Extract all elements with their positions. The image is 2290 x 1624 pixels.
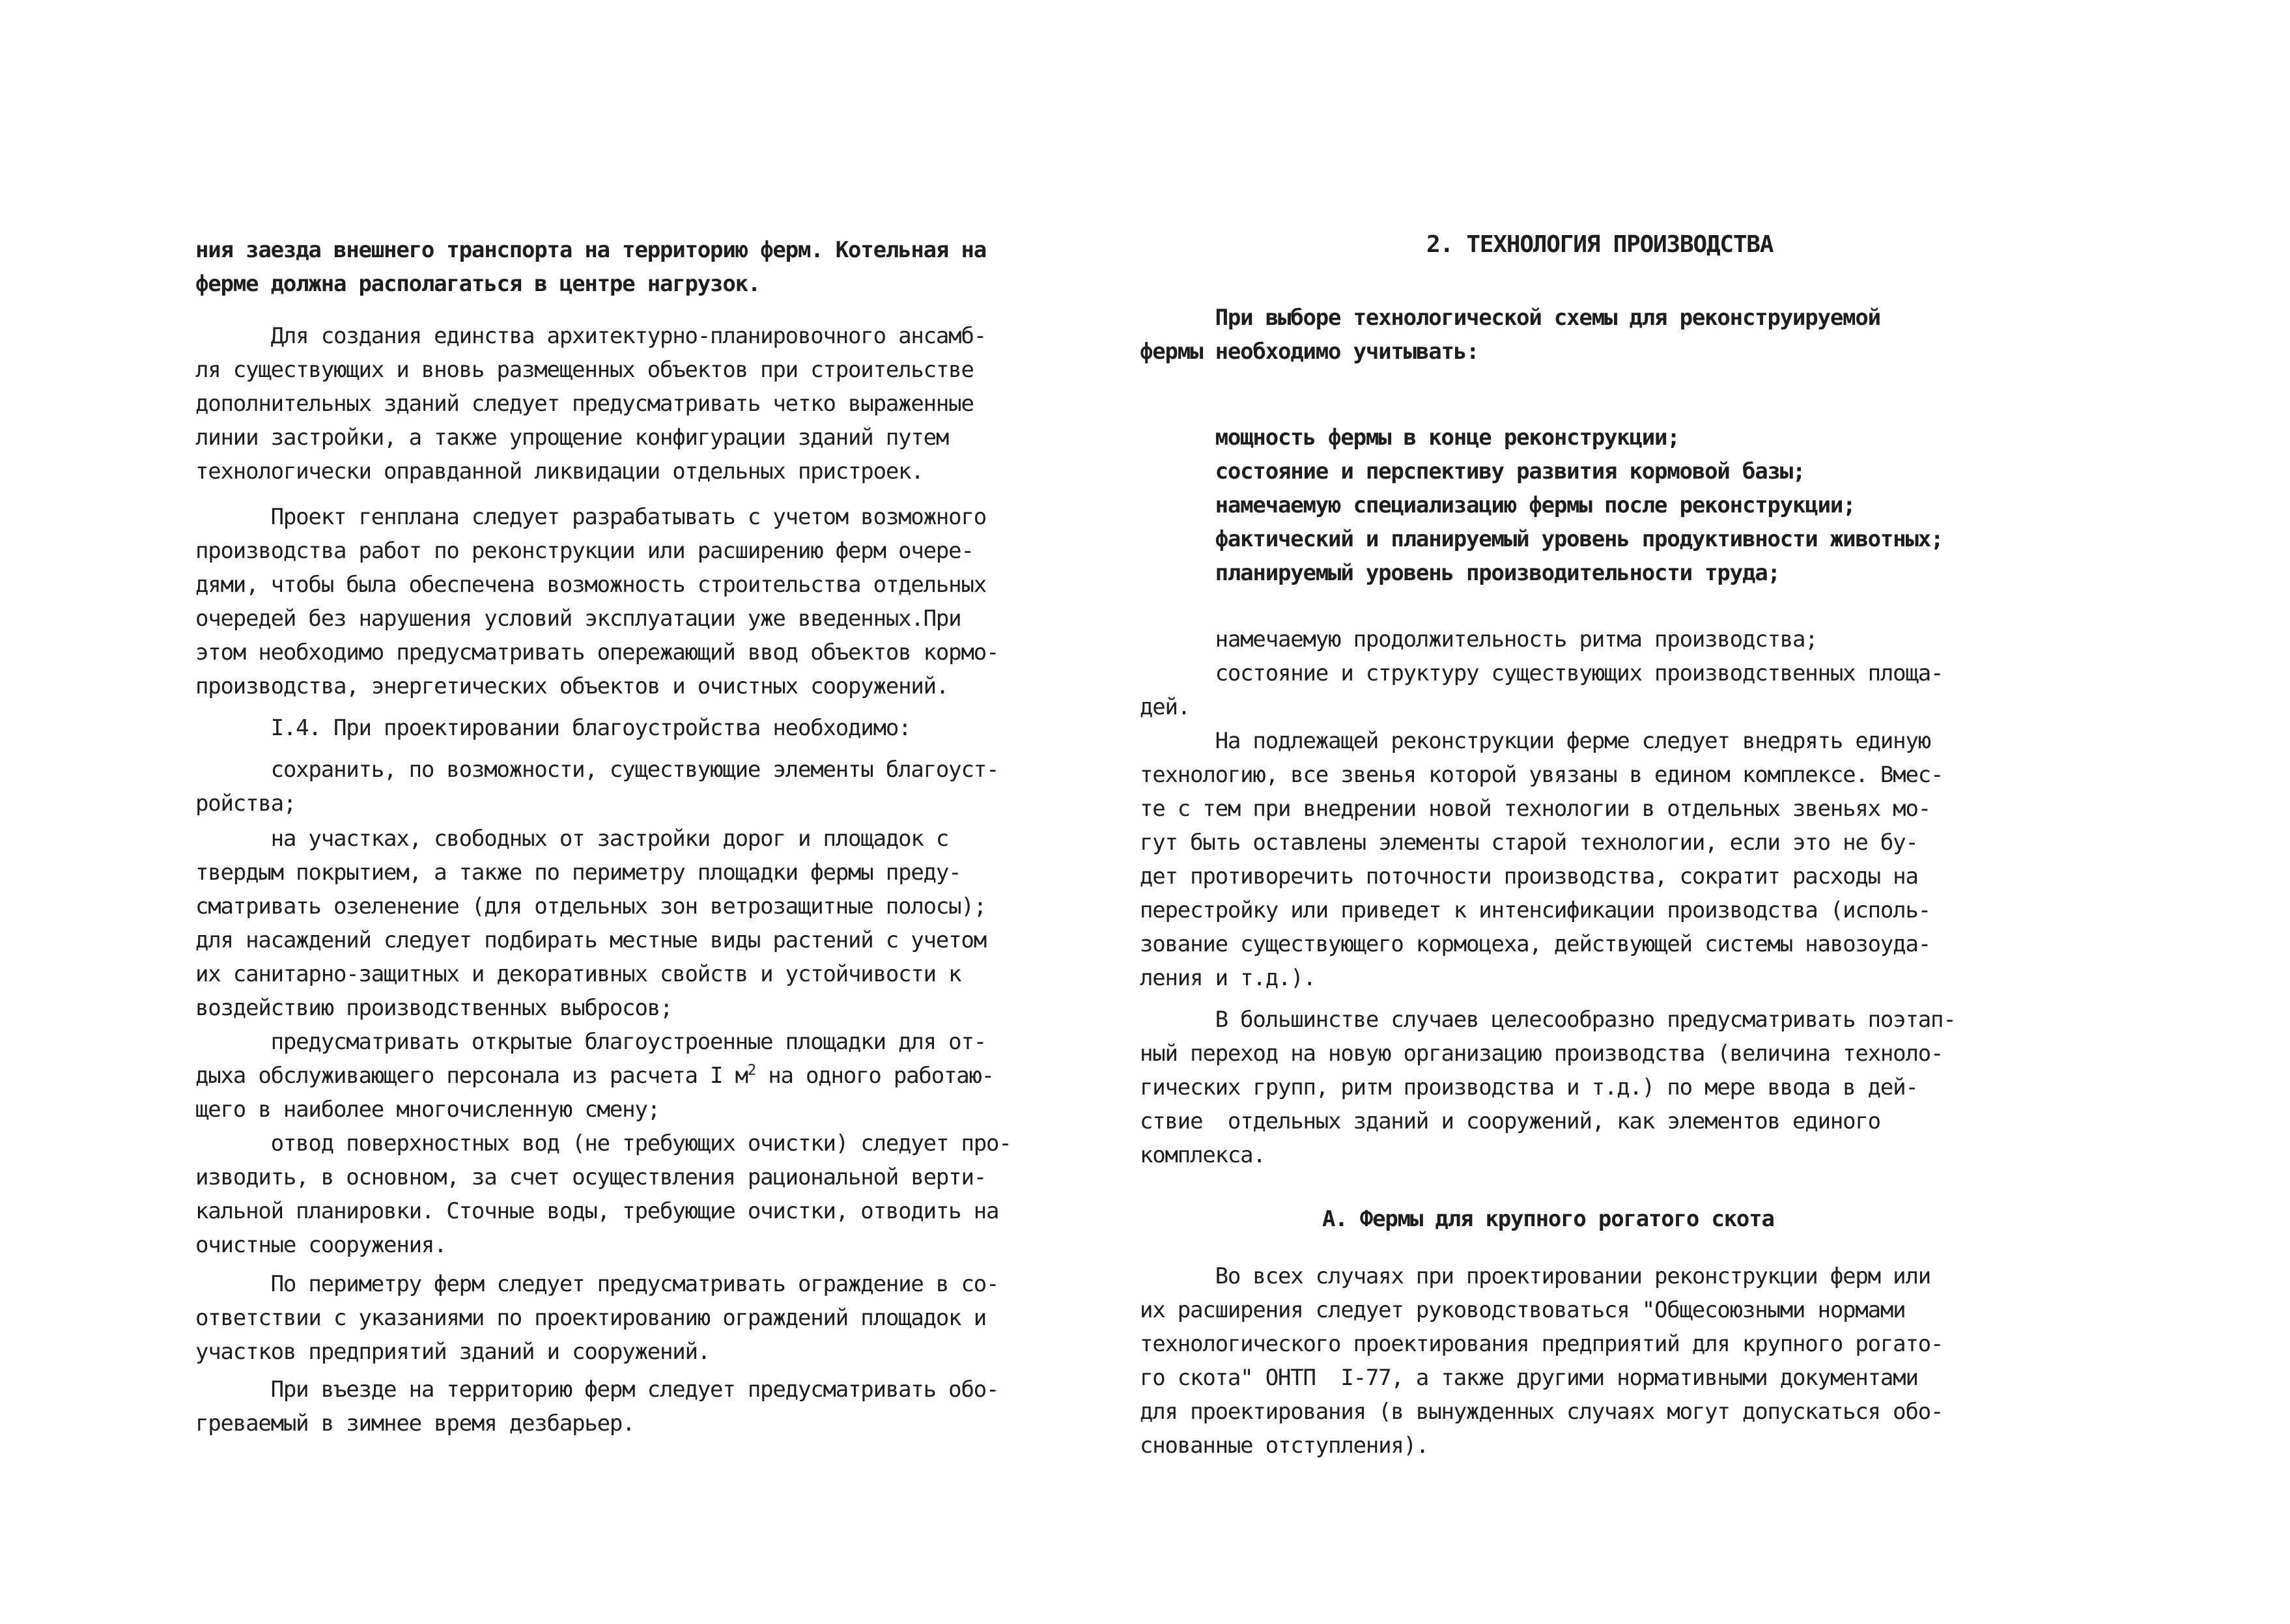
- text-line: для проектирования (в вынужденных случаях могут допускаться обо-: [1140, 1399, 1944, 1425]
- text-line: ройства;: [195, 791, 296, 817]
- text-line: очистные сооружения.: [195, 1232, 447, 1258]
- text-line: очередей без нарушения условий эксплуатации уже введенных.При: [195, 606, 961, 632]
- text-line: греваемый в зимнее время дезбарьер.: [195, 1410, 635, 1436]
- text-line: ствие отдельных зданий и сооружений, как элементов единого: [1140, 1108, 1880, 1134]
- text-line: ответствии с указаниями по проектированию ограждений площадок и: [195, 1305, 986, 1331]
- text-line: фермы необходимо учитывать:: [1140, 339, 1479, 365]
- list-item: мощность фермы в конце реконструкции;: [1140, 425, 1680, 451]
- section-heading: 2. ТЕХНОЛОГИЯ ПРОИЗВОДСТВА: [1426, 231, 1774, 258]
- text-line: твердым покрытием, а также по периметру площадки фермы преду-: [195, 860, 961, 886]
- text-line: дей.: [1140, 694, 1191, 720]
- text-line: кальной планировки. Сточные воды, требующие очистки, отводить на: [195, 1198, 999, 1224]
- list-item: намечаемую специализацию фермы после реконструкции;: [1140, 492, 1856, 518]
- text-line: Проект генплана следует разрабатывать с учетом возможного: [195, 504, 986, 530]
- text-line: По периметру ферм следует предусматривать ограждение в со-: [195, 1271, 999, 1297]
- text-line: участков предприятий зданий и сооружений.: [195, 1339, 711, 1365]
- text-line: на участках, свободных от застройки дорог и площадок с: [195, 826, 949, 852]
- text-line: I.4. При проектировании благоустройства необходимо:: [195, 715, 911, 741]
- text-line: [195, 1059, 994, 1093]
- text-line: перестройку или приведет к интенсификации производства (исполь-: [1140, 897, 1930, 923]
- text-line: На подлежащей реконструкции ферме следует внедрять единую: [1140, 728, 1930, 754]
- text-line: дет противоречить поточности производства, сократит расходы на: [1140, 863, 1918, 889]
- text-line: ления и т.д.).: [1140, 965, 1316, 991]
- text-line: производства, энергетических объектов и очистных сооружений.: [195, 673, 949, 699]
- text-line: технологию, все звенья которой увязаны в едином комплексе. Вмес-: [1140, 762, 1944, 788]
- text-line: зование существующего кормоцеха, действующей системы навозоуда-: [1140, 931, 1930, 957]
- text-line: ния заезда внешнего транспорта на территорию ферм. Котельная на: [195, 237, 986, 263]
- text-line: дополнительных зданий следует предусматривать четко выраженные: [195, 391, 974, 417]
- text-line: ля существующих и вновь размещенных объектов при строительстве: [195, 357, 974, 383]
- list-item: состояние и перспективу развития кормовой базы;: [1140, 458, 1805, 484]
- text-line: При въезде на территорию ферм следует предусматривать обо-: [195, 1377, 999, 1403]
- text-line: изводить, в основном, за счет осуществления рациональной верти-: [195, 1164, 986, 1190]
- text-line: комплекса.: [1140, 1142, 1265, 1168]
- list-item: намечаемую продолжительность ритма производства;: [1140, 626, 1818, 652]
- text-line: их санитарно-защитных и декоративных свойств и устойчивости к: [195, 961, 961, 987]
- text-line: отвод поверхностных вод (не требующих очистки) следует про-: [195, 1130, 1011, 1156]
- subsection-heading: А. Фермы для крупного рогатого скота: [1322, 1206, 1774, 1232]
- text-line: те с тем при внедрении новой технологии в отдельных звеньях мо-: [1140, 796, 1930, 822]
- text-line: ферме должна располагаться в центре нагрузок.: [195, 271, 761, 297]
- text-line: технологического проектирования предприятий для крупного рогато-: [1140, 1331, 1944, 1357]
- text-line: для насаждений следует подбирать местные виды растений с учетом: [195, 927, 986, 953]
- text-line: щего в наиболее многочисленную смену;: [195, 1097, 660, 1123]
- text-line: предусматривать открытые благоустроенные площадки для от-: [195, 1029, 986, 1055]
- text-line: снованные отступления).: [1140, 1433, 1429, 1459]
- text-line: гических групп, ритм производства и т.д.) по мере ввода в дей-: [1140, 1074, 1918, 1100]
- text-line: При выборе технологической схемы для реконструируемой: [1140, 305, 1880, 331]
- text-line: сохранить, по возможности, существующие элементы благоуст-: [195, 757, 999, 783]
- text-line: Для создания единства архитектурно-планировочного ансамб-: [195, 323, 986, 349]
- list-item: фактический и планируемый уровень продуктивности животных;: [1140, 526, 1944, 552]
- list-item: планируемый уровень производительности труда;: [1140, 560, 1780, 586]
- text-line: го скота" ОНТП I-77, а также другими нормативными документами: [1140, 1365, 1918, 1391]
- text-line: Во всех случаях при проектировании реконструкции ферм или: [1140, 1263, 1930, 1289]
- text-line: линии застройки, а также упрощение конфигурации зданий путем: [195, 425, 949, 451]
- superscript: 2: [747, 1062, 756, 1079]
- list-item: состояние и структуру существующих производственных площа-: [1140, 660, 1944, 686]
- text-line: воздействию производственных выбросов;: [195, 995, 673, 1021]
- text-line: технологически оправданной ликвидации отдельных пристроек.: [195, 458, 924, 484]
- text-fragment: дыха обслуживающего персонала из расчета I м: [195, 1063, 748, 1089]
- text-line: производства работ по реконструкции или расширению ферм очере-: [195, 538, 974, 564]
- text-line: их расширения следует руководствоваться "Общесоюзными нормами: [1140, 1297, 1906, 1323]
- text-line: В большинстве случаев целесообразно предусматривать поэтап-: [1140, 1007, 1956, 1033]
- text-line: гут быть оставлены элементы старой технологии, если это не бу-: [1140, 830, 1918, 856]
- text-line: сматривать озеленение (для отдельных зон ветрозащитные полосы);: [195, 893, 986, 919]
- text-fragment: на одного работаю-: [755, 1063, 995, 1089]
- text-line: ный переход на новую организацию производства (величина техноло-: [1140, 1041, 1944, 1067]
- text-line: дями, чтобы была обеспечена возможность строительства отдельных: [195, 572, 986, 598]
- text-line: этом необходимо предусматривать опережающий ввод объектов кормо-: [195, 639, 999, 665]
